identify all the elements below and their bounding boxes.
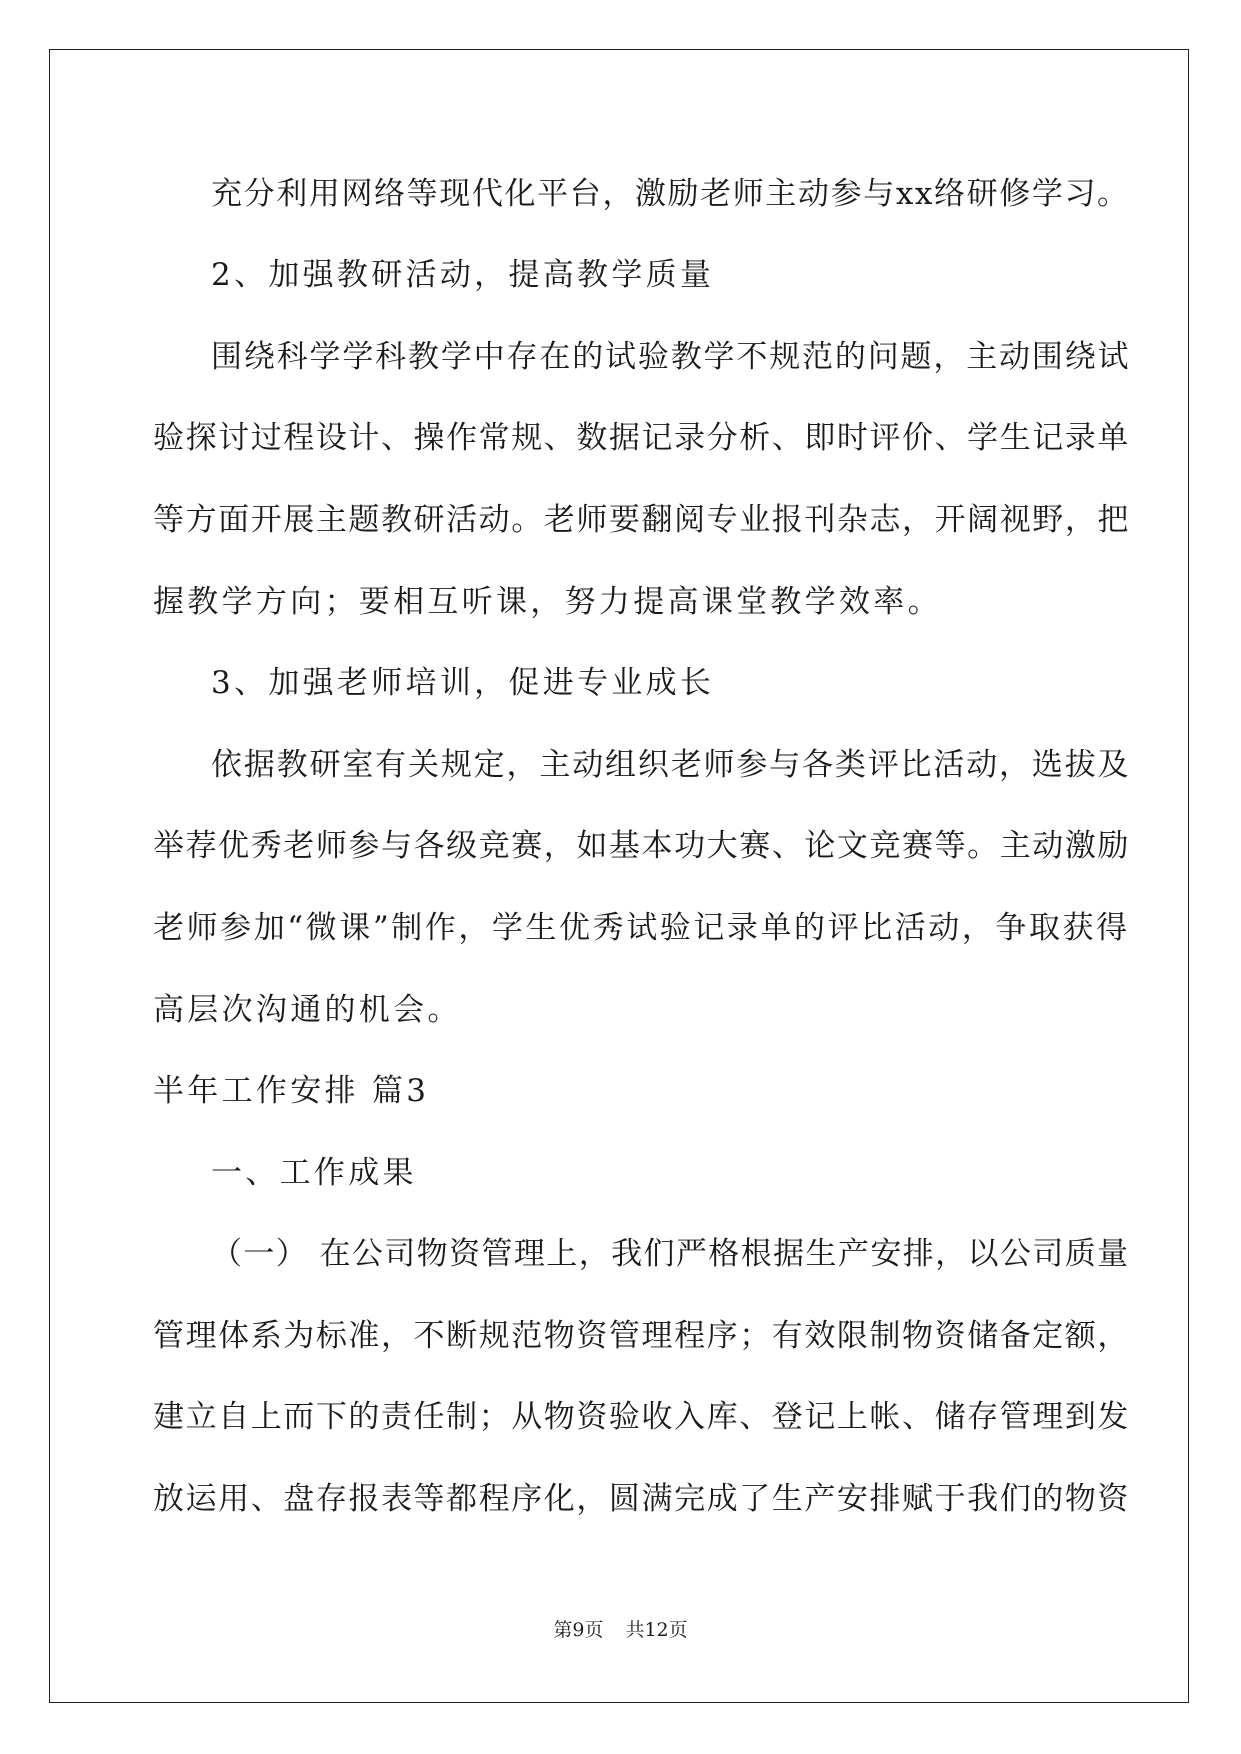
paragraph-line: 验探讨过程设计、操作常规、数据记录分析、即时评价、学生记录单 <box>153 420 1130 456</box>
section-heading: 2、加强教研活动，提高教学质量 <box>211 257 715 293</box>
paragraph-line: 放运用、盘存报表等都程序化，圆满完成了生产安排赋于我们的物资 <box>153 1481 1130 1517</box>
article-heading: 半年工作安排 篇3 <box>153 1073 430 1109</box>
page-number-total: 共12页 <box>625 1619 688 1641</box>
paragraph-line: 等方面开展主题教研活动。老师要翻阅专业报刊杂志，开阔视野，把 <box>153 502 1130 538</box>
paragraph-line: 举荐优秀老师参与各级竞赛，如基本功大赛、论文竞赛等。主动激励 <box>153 828 1130 864</box>
paragraph-line: 握教学方向；要相互听课，努力提高课堂教学效率。 <box>153 584 942 620</box>
section-heading: 一、工作成果 <box>211 1155 417 1191</box>
page-border <box>49 49 1189 1703</box>
paragraph-line: 老师参加“微课”制作，学生优秀试验记录单的评比活动，争取获得 <box>153 910 1130 946</box>
paragraph-line: 管理体系为标准，不断规范物资管理程序；有效限制物资储备定额， <box>153 1318 1130 1354</box>
paragraph-line: 依据教研室有关规定，主动组织老师参与各类评比活动，选拔及 <box>211 747 1131 783</box>
paragraph-line: 高层次沟通的机会。 <box>153 992 462 1028</box>
page-number-current: 第9页 <box>553 1619 604 1641</box>
section-heading: 3、加强老师培训，促进专业成长 <box>211 665 715 701</box>
paragraph-line: （一） 在公司物资管理上，我们严格根据生产安排，以公司质量 <box>211 1236 1130 1272</box>
paragraph-line: 围绕科学学科教学中存在的试验教学不规范的问题，主动围绕试 <box>211 339 1131 375</box>
paragraph-line: 充分利用网络等现代化平台，激励老师主动参与xx络研修学习。 <box>211 176 1130 212</box>
paragraph-line: 建立自上而下的责任制；从物资验收入库、登记上帐、储存管理到发 <box>153 1399 1130 1435</box>
page-footer <box>0 1618 1241 1642</box>
